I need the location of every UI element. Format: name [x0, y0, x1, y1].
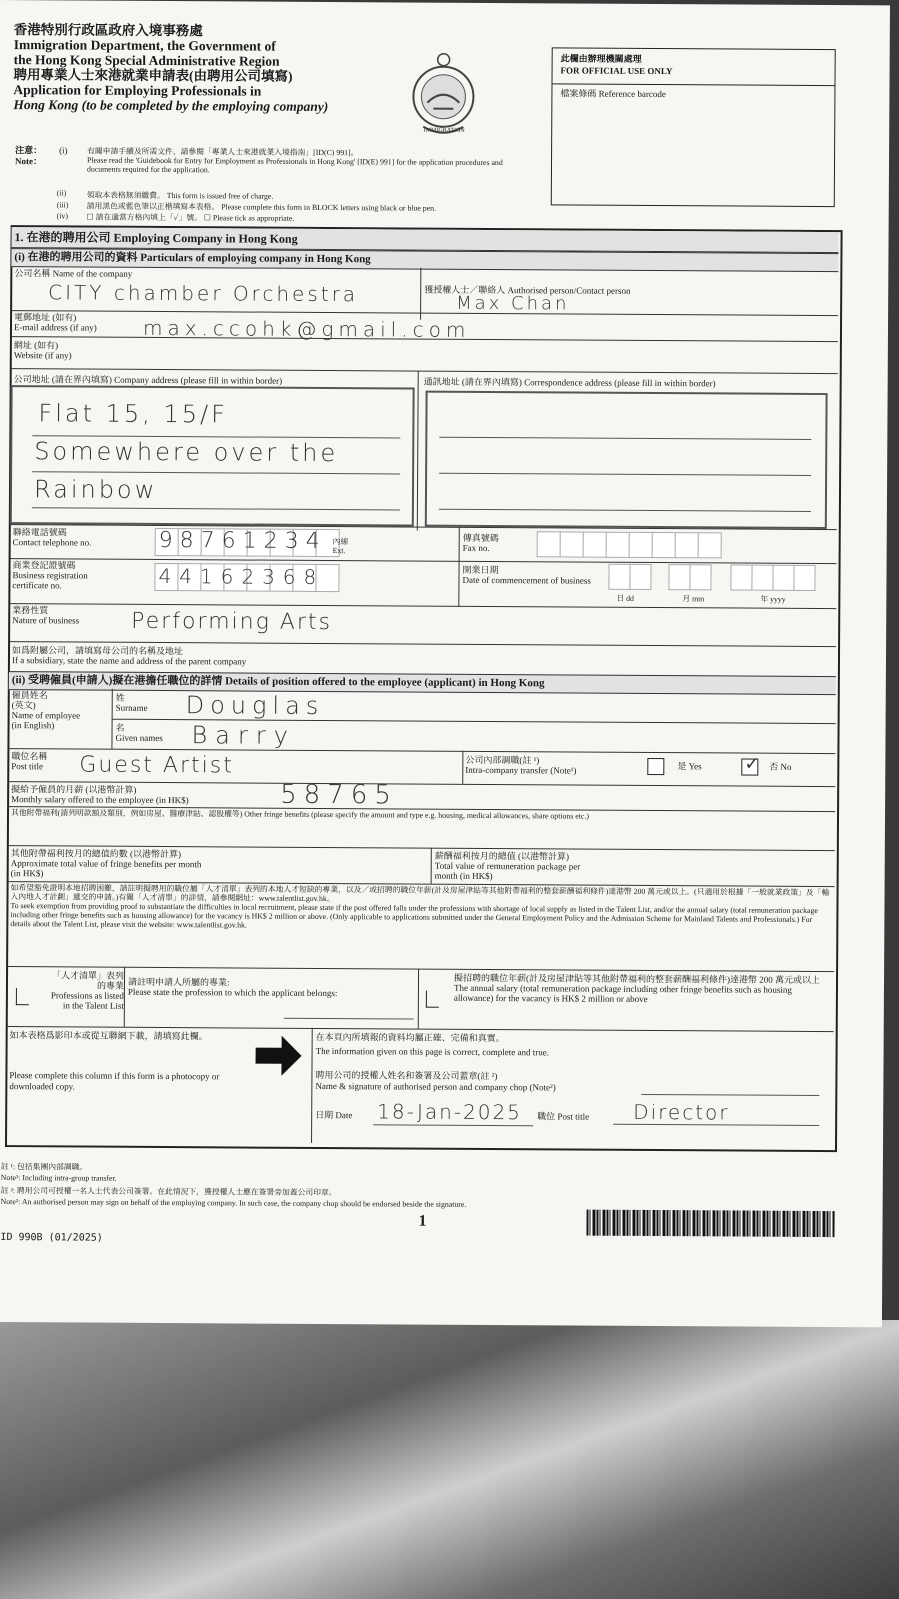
department-title	[13, 22, 414, 114]
form-code: ID 990B (01/2025)	[0, 1232, 103, 1244]
note-1-en: Please read the 'Guidebook for Entry for Employment as Professionals in Hong Kong' [ID(E) 991] for the application procedures and documents required for the application.	[86, 155, 503, 175]
remuneration-total-label: 薪酬福利按月的總值 (以港幣計算) Total value of remuneration package per month (in HK$)	[434, 850, 581, 882]
ext-label: 內線 Ext.	[332, 537, 349, 556]
form-title-en-2: Hong Kong (to be completed by the employing company)	[13, 97, 329, 115]
address-line-3: Rainbow	[33, 475, 158, 504]
footnote-1-zh: 註 ¹: 包括集團內部調職。	[0, 1162, 88, 1172]
exemption-text	[10, 883, 830, 933]
contact-person-label: 獲授權人士／聯絡人 Authorised person/Contact person	[424, 284, 631, 296]
salary-2m-zh: 擬招聘的職位年薪(計及房屋津貼等其他附帶福利的整套薪酬福利條件)達港幣 200 萬元或以上	[454, 972, 821, 986]
nature-value[interactable]: Performing Arts	[131, 608, 333, 636]
transfer-yes-label: 是 Yes	[677, 761, 702, 772]
email-value[interactable]: max.ccohk@gmail.com	[142, 315, 471, 342]
fax-label: 傳真號碼 Fax no.	[462, 532, 499, 554]
talent-list-en: Professions as listed in the Talent List	[50, 990, 124, 1011]
fringe-benefits-label: 其他附帶福利(請列明款額及類別，例如房屋、醫療津貼、認股權等) Other fringe benefits (please specify the amount and type e.g. housing, medical allowances, share options etc.)	[11, 808, 589, 821]
crest-text: IMMIGRATION	[423, 127, 465, 134]
date-value[interactable]: 18-Jan-2025	[377, 1099, 523, 1125]
dept-name-en-1: Immigration Department, the Government of	[13, 37, 276, 54]
surname-value[interactable]: Douglas	[185, 691, 325, 720]
transfer-no-label: 否 No	[769, 761, 792, 772]
company-name-value[interactable]: CITY chamber Orchestra	[48, 280, 359, 307]
address-line-2: Somewhere over the	[34, 437, 339, 468]
date-label: 日期 Date	[315, 1109, 353, 1121]
reference-barcode-label: 檔案條碼 Reference barcode	[560, 88, 666, 100]
given-names-label: 名 Given names	[115, 722, 163, 744]
address-line-1: Flat 15, 15/F	[38, 399, 229, 429]
transfer-no-tick: ✓	[744, 753, 763, 775]
profession-zh: 請註明申請人所屬的專業:	[127, 976, 230, 988]
note-4-number: (iv)	[56, 211, 68, 221]
dept-name-zh: 香港特別行政區政府入境事務處	[13, 22, 203, 39]
company-name-label: 公司名稱 Name of the company	[14, 268, 133, 279]
date-yyyy-label: 年 yyyy	[760, 594, 786, 604]
fringe-total-label: 其他附帶福利按月的總值約數 (以港幣計算) Approximate total value of fringe benefits per month (in HK$)	[10, 848, 202, 879]
nature-label: 業務性質 Nature of business	[12, 605, 80, 626]
note-3-number: (iii)	[56, 200, 69, 210]
official-use-box	[551, 47, 836, 207]
official-use-title-zh: 此欄由辦理機關處理	[560, 53, 642, 64]
surname-label: 姓 Surname	[115, 692, 148, 713]
declaration-en: The information given on this page is correct, complete and true.	[315, 1045, 550, 1058]
footnote-2-en: Note²: An authorised person may sign on behalf of the employing company. In such case, the company chop should be endorsed beside the signature.	[0, 1197, 467, 1209]
section-2-title: (ii) 受聘僱員(申請人)擬在港擔任職位的詳情 Details of position offered to the employee (applicant) in Hong Kong	[11, 674, 545, 690]
post-title-label: 職位名稱 Post title	[11, 751, 48, 772]
immigration-crest-icon	[403, 46, 484, 142]
section-1-title: 1. 在港的聘用公司 Employing Company in Hong Kong	[14, 230, 298, 246]
note-3: 請用黑色或藍色筆以正楷填寫本表格。 Please complete this form in BLOCK letters using black or blue pen.	[86, 201, 437, 213]
form-title-en-1: Application for Employing Professionals in	[13, 82, 262, 99]
form-barcode	[586, 1210, 834, 1238]
talent-list-option	[44, 970, 124, 1010]
company-address-box[interactable]	[10, 385, 415, 526]
email-label: 電郵地址 (如有) E-mail address (if any)	[13, 312, 97, 333]
website-label: 網址 (如有) Website (if any)	[13, 340, 72, 361]
fax-cells[interactable]	[537, 531, 717, 558]
transfer-no-checkbox[interactable]	[741, 753, 763, 776]
subsidiary-label: 如爲附屬公司，請填寫母公司的名稱及地址 If a subsidiary, state the name and address of the parent company	[11, 645, 247, 667]
given-names-value[interactable]: Barry	[191, 721, 296, 750]
correspondence-address-label: 通訊地址 (請在界內填寫) Correspondence address (please fill in within border)	[423, 376, 716, 389]
monthly-salary-label: 擬給予僱員的月薪 (以港幣計算) Monthly salary offered to the employee (in HK$)	[11, 784, 189, 806]
profession-field[interactable]	[128, 977, 413, 999]
declaration-zh: 在本頁內所填報的資料均屬正確、完備和真實。	[315, 1031, 505, 1044]
post-title-value[interactable]: Guest Artist	[79, 752, 234, 779]
correspondence-address-box[interactable]	[425, 391, 828, 529]
post-title-sign-label: 職位 Post title	[537, 1111, 590, 1122]
dept-name-en-2: the Hong Kong Special Administrative Region	[13, 52, 280, 69]
date-mm-label: 月 mm	[682, 594, 705, 604]
brn-label: 商業登記證號碼 Business registration certificate no.	[12, 560, 91, 591]
page-number: 1	[418, 1212, 427, 1230]
profession-en: Please state the profession to which the applicant belongs:	[127, 986, 338, 999]
note-1-zh: 有關申請手續及所需文件，請參閱「專業人士來港就業入境指南」[ID(C) 991]。	[87, 146, 359, 158]
note-2: 領取本表格無須繳費。 This form is issued free of charge.	[86, 190, 274, 201]
note-1	[87, 147, 527, 177]
employee-name-label: 僱員姓名 (英文) Name of employee (in English)	[11, 690, 81, 731]
photocopy-note-en: Please complete this column if this form is a photocopy or downloaded copy.	[9, 1070, 220, 1091]
section-1i-title: (i) 在港的聘用公司的資料 Particulars of employing company in Hong Kong	[14, 251, 371, 266]
official-use-title-en: FOR OFFICIAL USE ONLY	[560, 65, 673, 77]
note-1-number: (i)	[59, 145, 68, 156]
exemption-zh: 如希望豁免證明本地招聘困難，請註明擬聘用的職位屬「人才清單」表列的本地人才短缺的專業，以及／或招聘的職位年薪(計及房屋津貼等其他附帶福利的整套薪酬福利條件)達港幣 200 萬元或以上。(只適用於根據「一般就業政策」及「輸入內地人才計劃」遞交的申請。)有關「人才清單」的詳情，請參閱網址：www.talentlist.gov.hk。	[10, 883, 830, 904]
salary-2m-en: The annual salary (total remuneration package including other fringe benefits such as housing allowance) for the vacancy is HK$ 2 million or above	[453, 982, 792, 1004]
monthly-salary-value[interactable]: 58765	[280, 779, 398, 811]
post-title-sign-value[interactable]: Director	[633, 1099, 730, 1125]
brn-value: 44162368	[158, 563, 325, 589]
talent-list-zh: 「人才清單」表列的專業	[51, 970, 125, 991]
footnote-1-en: Note¹: Including intra-group transfer.	[0, 1173, 117, 1183]
background-surface	[0, 1320, 899, 1599]
notes-label: 注意： Note：	[14, 145, 43, 166]
salary-2m-option	[454, 973, 832, 1005]
contact-person-value[interactable]: Max Chan	[456, 292, 570, 315]
exemption-en: To seek exemption from providing proof to substantiate the difficulties in local recruitment, please state if the post offered falls under the professions with shortage of local supply as listed in the Talent List, and/or the annual salary (total remuneration package including other fringe benefits such as housing allowance) for the vacancy is HK$ 2 million or above. (Only applicable to applications submitted under the General Employment Policy and the Admission Scheme for Mainland Talents and Professionals.) For details about the Talent List, please visit the website: www.talentlist.gov.hk.	[10, 901, 818, 930]
date-dd-label: 日 dd	[616, 593, 634, 603]
talent-list-checkbox[interactable]	[16, 988, 29, 1005]
tel-label: 聯絡電話號碼 Contact telephone no.	[12, 527, 92, 548]
salary-2m-checkbox[interactable]	[426, 991, 439, 1008]
footnote-2-zh: 註 ²: 聘用公司可授權一名人士代表公司簽署。在此情況下，獲授權人士應在簽署旁加蓋公司印章。	[0, 1186, 337, 1198]
tel-value: 98761234	[158, 527, 327, 555]
company-address-label: 公司地址 (請在界內填寫) Company address (please fill in within border)	[13, 374, 283, 386]
brn-cells[interactable]	[154, 563, 344, 592]
commencement-date-cells[interactable]	[608, 564, 818, 591]
photocopy-note-zh: 如本表格爲影印本或從互聯網下載，請填寫此欄。	[9, 1030, 208, 1042]
note-2-number: (ii)	[56, 188, 67, 198]
transfer-yes-checkbox[interactable]	[647, 758, 664, 775]
arrow-right-icon	[255, 1034, 303, 1078]
note-4: ☐ 請在適當方格內填上「✓」號。 ☐ Please tick as appropriate.	[86, 212, 295, 223]
form-title-zh: 聘用專業人士來港就業申請表(由聘用公司填寫)	[13, 67, 293, 84]
signature-label: 聘用公司的授權人姓名和簽署及公司蓋章(註 ²) Name & signature of authorised person and company chop (Note²)	[315, 1069, 556, 1092]
commencement-label: 開業日期 Date of commencement of business	[462, 564, 591, 586]
intra-company-transfer-label: 公司內部調職(註 ¹) Intra-company transfer (Note¹)	[465, 754, 577, 776]
tel-cells[interactable]	[155, 528, 345, 557]
